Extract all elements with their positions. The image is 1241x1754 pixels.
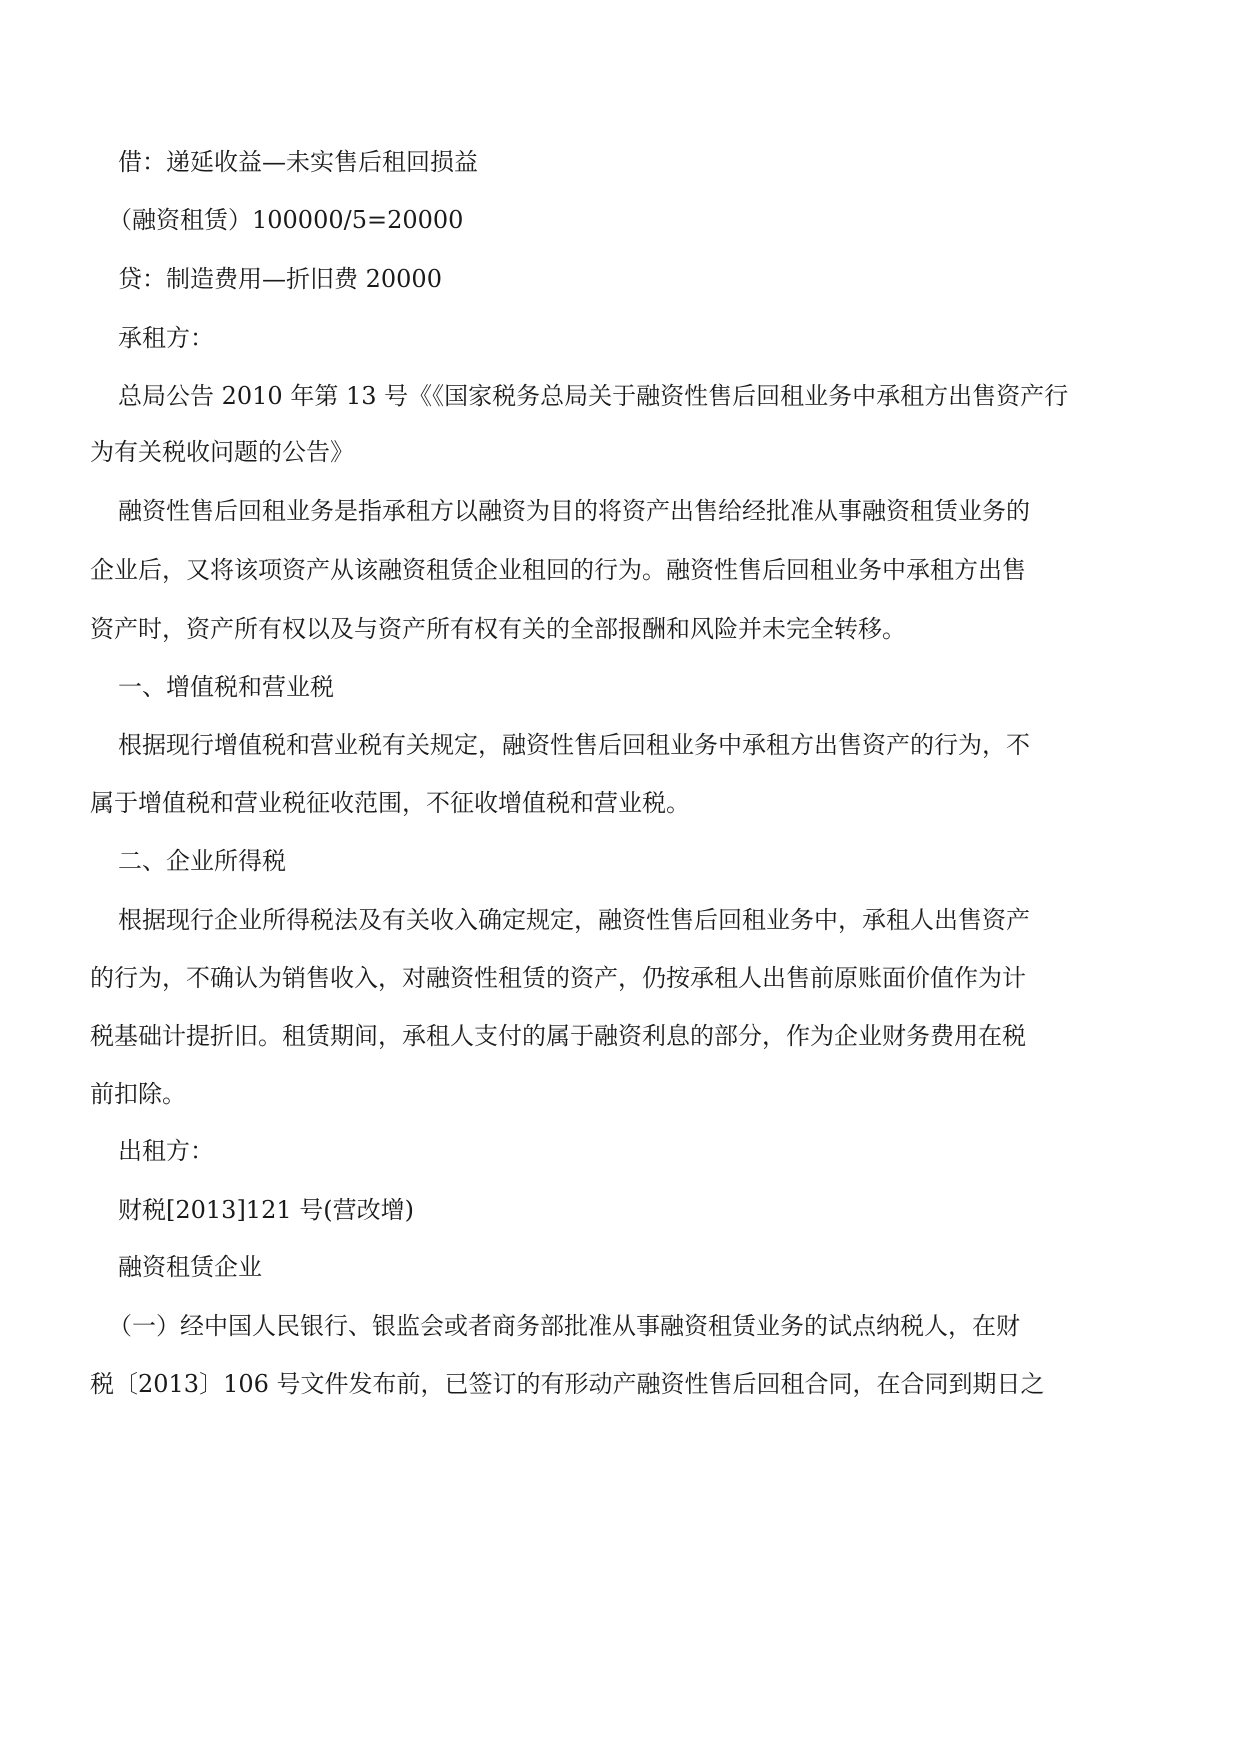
section-label: 出租方：: [118, 1137, 214, 1165]
section-label: 承租方：: [118, 324, 214, 352]
text-line: 企业后，又将该项资产从该融资租赁企业租回的行为。融资性售后回租业务中承租方出售: [90, 556, 1026, 584]
text-line: 为有关税收问题的公告》: [90, 438, 354, 466]
text-line: 税基础计提折旧。租赁期间，承租人支付的属于融资利息的部分，作为企业财务费用在税: [90, 1022, 1026, 1050]
text-line: 税〔2013〕106 号文件发布前，已签订的有形动产融资性售后回租合同，在合同到期日之: [90, 1370, 1045, 1398]
text-line: 前扣除。: [90, 1080, 186, 1108]
text-line: （一）经中国人民银行、银监会或者商务部批准从事融资租赁业务的试点纳税人，在财: [108, 1312, 1020, 1340]
section-heading: 二、企业所得税: [118, 847, 286, 875]
text-line: 属于增值税和营业税征收范围，不征收增值税和营业税。: [90, 789, 690, 817]
section-heading: 一、增值税和营业税: [118, 673, 334, 701]
text-line: 借：递延收益—未实售后租回损益: [118, 148, 478, 176]
text-line: （融资租赁）100000/5=20000: [108, 206, 464, 234]
text-line: 融资租赁企业: [118, 1253, 262, 1281]
text-line: 融资性售后回租业务是指承租方以融资为目的将资产出售给经批准从事融资租赁业务的: [118, 497, 1030, 525]
text-line: 财税[2013]121 号(营改增): [118, 1196, 414, 1224]
text-line: 根据现行增值税和营业税有关规定，融资性售后回租业务中承租方出售资产的行为，不: [118, 731, 1030, 759]
text-line: 根据现行企业所得税法及有关收入确定规定，融资性售后回租业务中，承租人出售资产: [118, 906, 1030, 934]
text-line: 贷：制造费用—折旧费 20000: [118, 265, 442, 293]
text-line: 的行为，不确认为销售收入，对融资性租赁的资产，仍按承租人出售前原账面价值作为计: [90, 964, 1026, 992]
text-line: 总局公告 2010 年第 13 号《《国家税务总局关于融资性售后回租业务中承租方出售资产行: [118, 382, 1069, 410]
text-line: 资产时，资产所有权以及与资产所有权有关的全部报酬和风险并未完全转移。: [90, 615, 906, 643]
